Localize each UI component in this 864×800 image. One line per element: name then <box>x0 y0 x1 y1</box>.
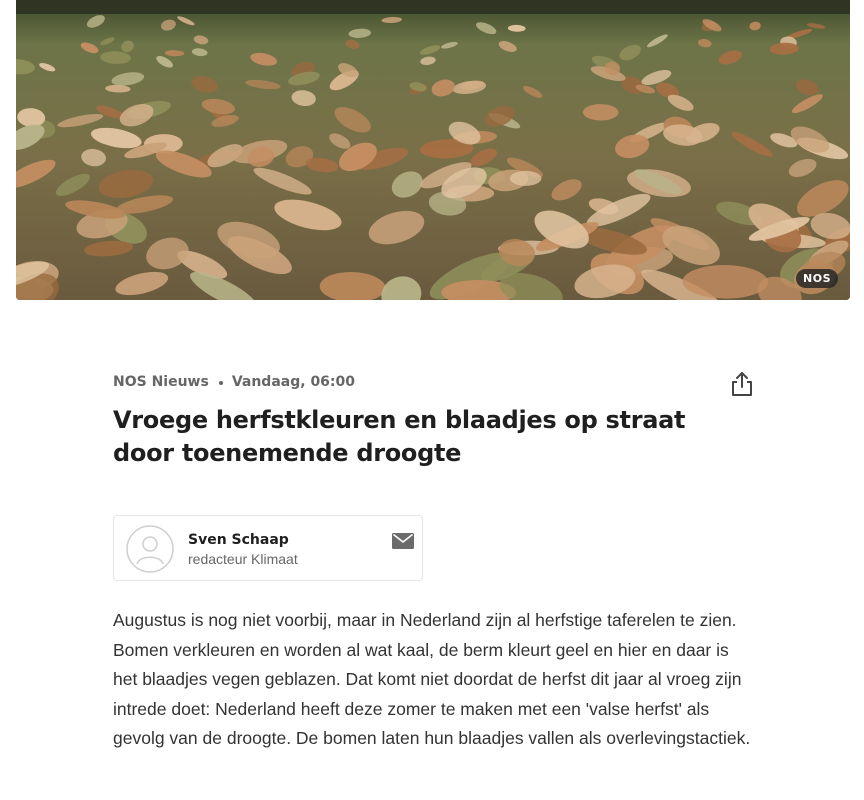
author-card[interactable] <box>113 515 423 581</box>
source-label: NOS Nieuws <box>113 374 209 390</box>
share-button[interactable] <box>729 370 755 398</box>
separator-dot <box>219 381 223 385</box>
article-title: Vroege herfstkleuren en blaadjes op straat door toenemende droogte <box>113 406 686 467</box>
share-icon <box>729 370 755 398</box>
user-avatar-icon <box>126 525 174 573</box>
author-role: redacteur Klimaat <box>188 551 298 567</box>
author-name[interactable]: Sven Schaap <box>188 532 289 548</box>
timestamp: Vandaag, 06:00 <box>231 374 356 390</box>
article-body: Augustus is nog niet voorbij, maar in Nederland zijn al herfstige taferelen te zien. Bomen verkleuren en worden al wat kaal, de berm kleurt geel en hier en daar is het blaadjes vegen geblazen. Dat komt niet doordat de herfst dit jaar al vroeg zijn intrede doet: Nederland heeft deze zomer te maken met een 'valse herfst' als gevolg van de droogte. De bomen laten hun blaadjes vallen als overlevingstactiek. <box>113 610 751 749</box>
nos-badge: NOS <box>796 269 838 288</box>
article-meta <box>113 374 355 390</box>
hero-image <box>16 0 850 300</box>
mail-icon[interactable] <box>392 533 414 549</box>
fallen-leaves-photo <box>16 0 850 300</box>
